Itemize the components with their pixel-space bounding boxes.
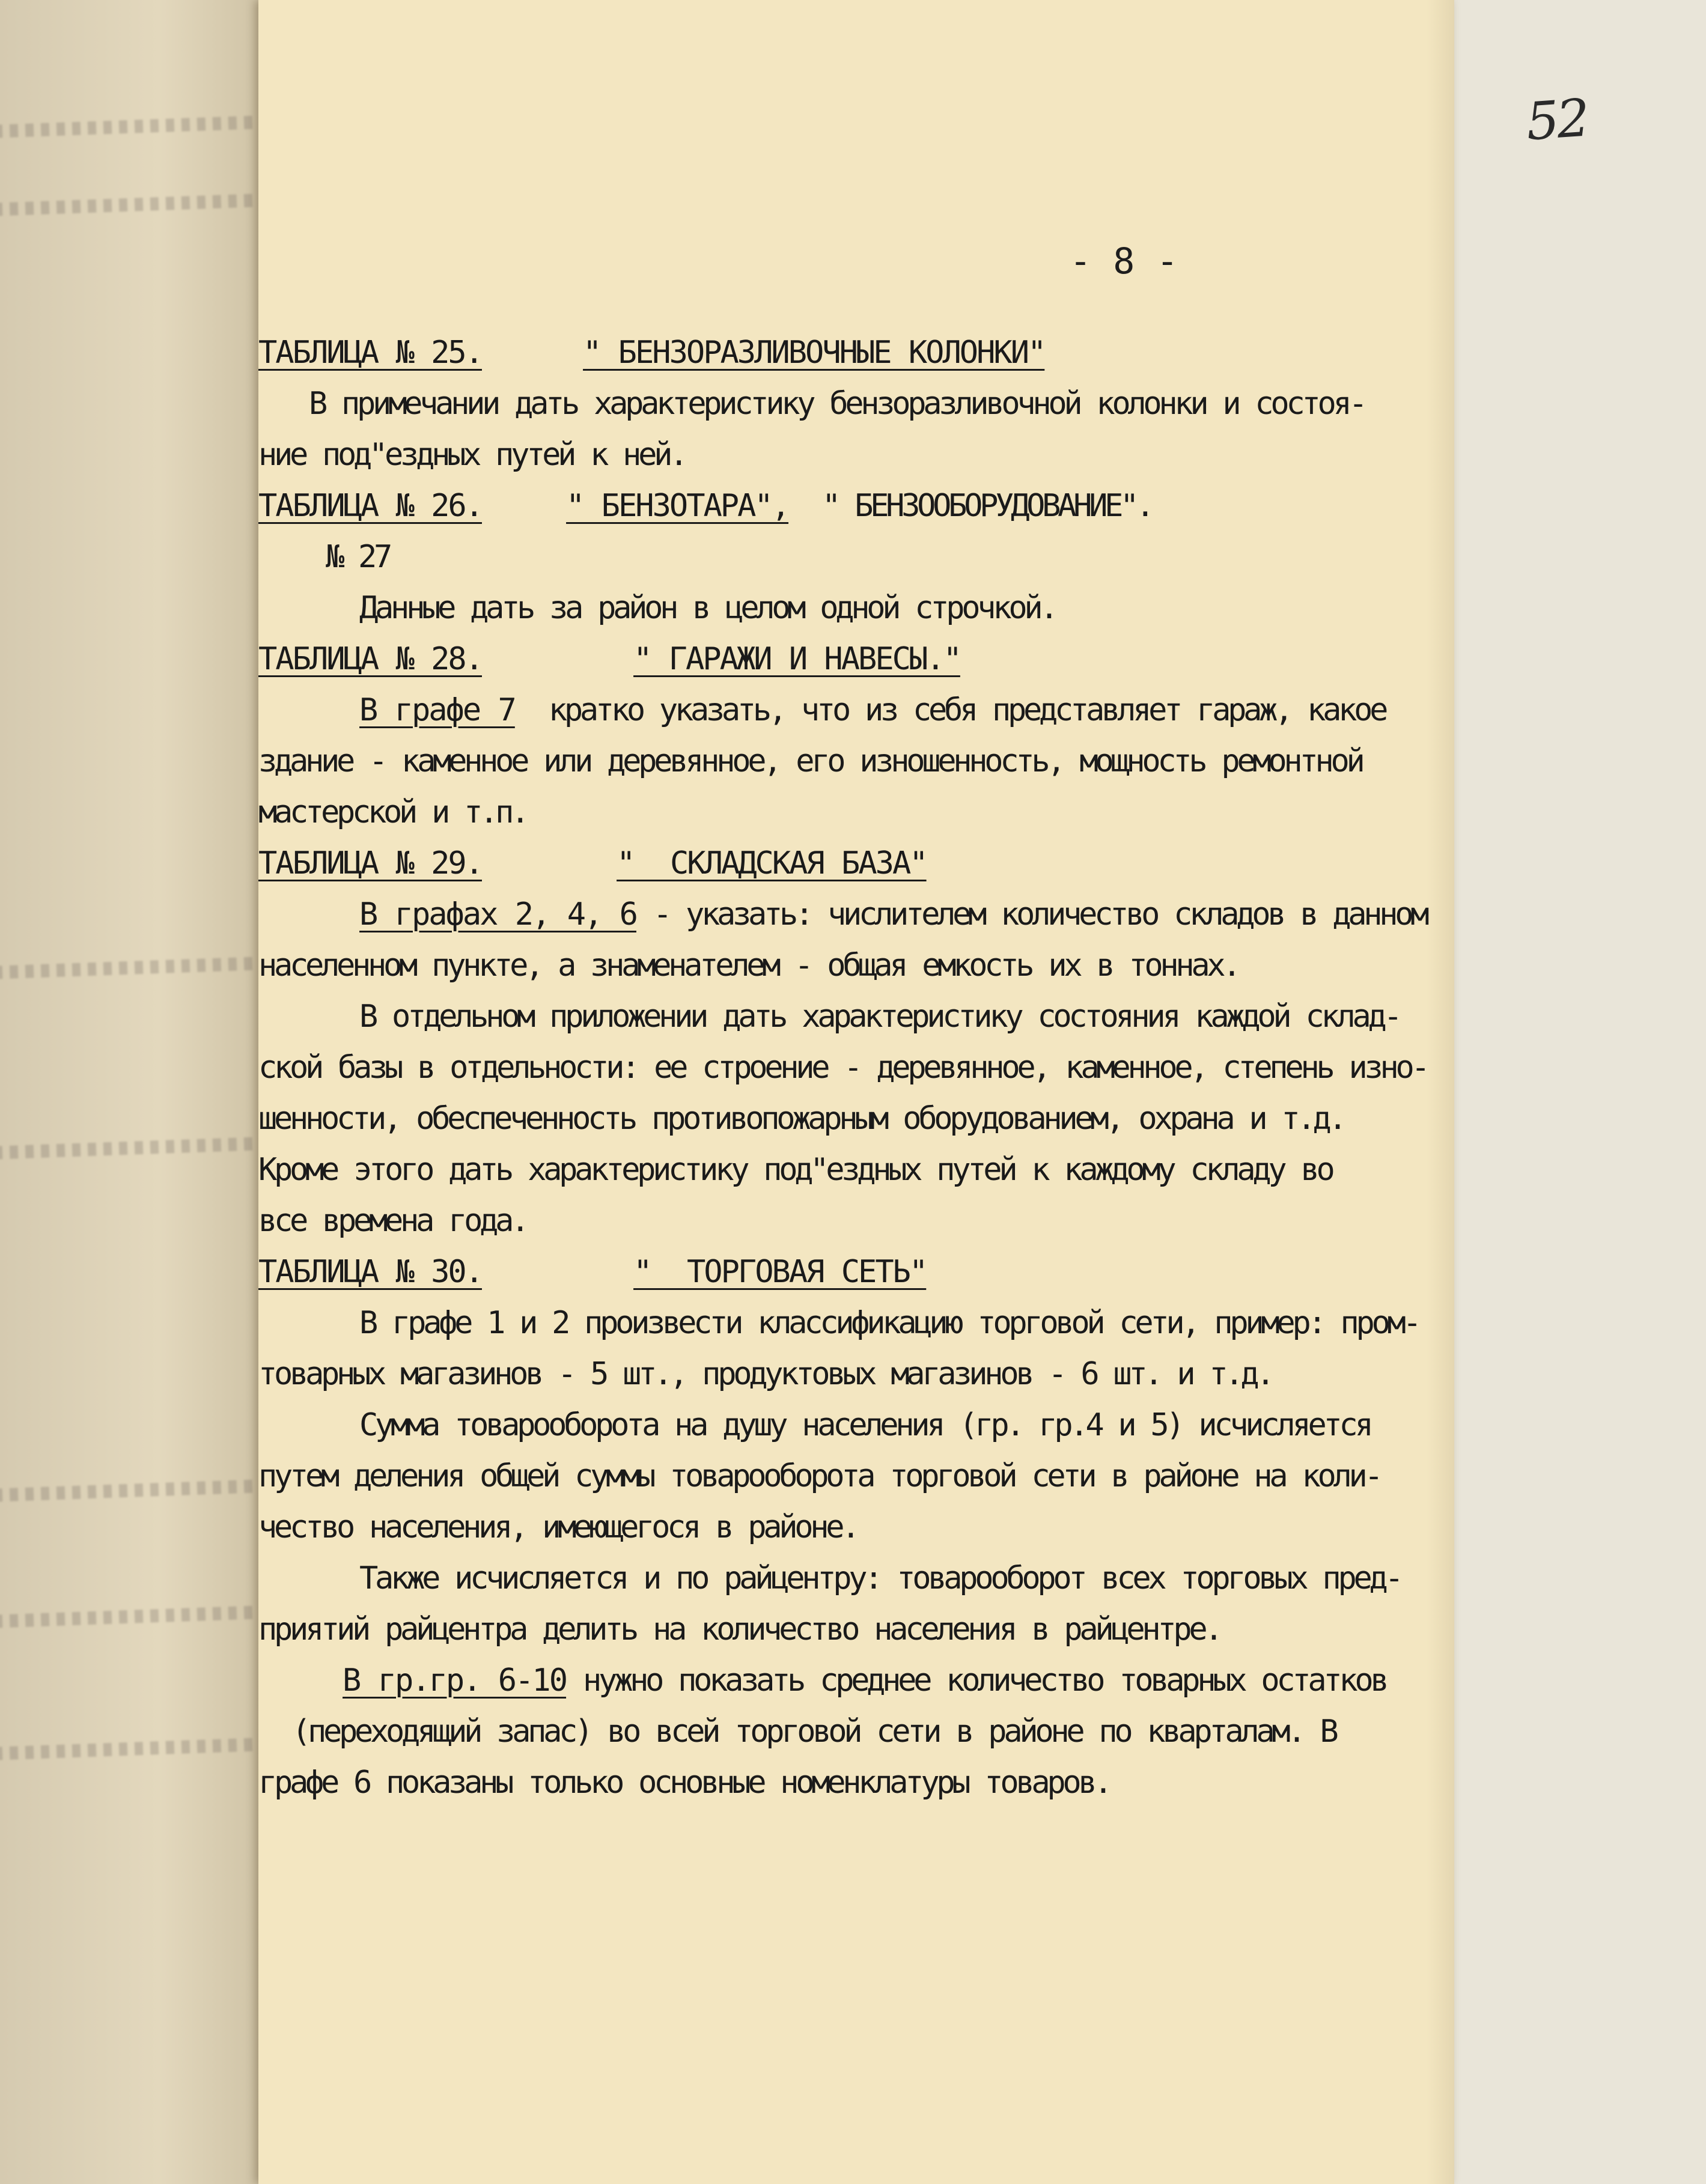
line-text: графе 6 показаны только основные номенклатуры товаров. xyxy=(258,1765,1110,1801)
text-line xyxy=(258,787,1610,838)
text-line xyxy=(258,685,1610,736)
document-sheet xyxy=(258,0,1589,2184)
underlined-heading: ТАБЛИЦА № 28. xyxy=(258,641,482,677)
line-text: (переходящий запас) во всей торговой сети в районе по кварталам. В xyxy=(292,1714,1336,1750)
line-text: нужно показать среднее количество товарных остатков xyxy=(566,1662,1386,1699)
underlined-heading: ТАБЛИЦА № 30. xyxy=(258,1254,482,1290)
bleed-through-text xyxy=(0,957,258,979)
section-title: " БЕНЗОРАЗЛИВОЧНЫЕ КОЛОНКИ" xyxy=(583,335,1045,371)
line-text: " БЕНЗООБОРУДОВАНИЕ". xyxy=(788,488,1152,524)
text-line xyxy=(258,940,1610,991)
text-line xyxy=(258,481,1610,532)
line-text: чество населения, имеющегося в районе. xyxy=(258,1509,858,1545)
text-line xyxy=(258,1757,1610,1808)
line-text: Сумма товарооборота на душу населения (гр. гр.4 и 5) исчисляется xyxy=(359,1407,1371,1443)
line-gap xyxy=(482,335,583,371)
line-indent xyxy=(258,1662,343,1699)
line-indent xyxy=(258,1714,292,1750)
line-text: мастерской и т.п. xyxy=(258,794,527,830)
text-line xyxy=(258,1553,1610,1604)
line-text: здание - каменное или деревянное, его изношенность, мощность ремонтной xyxy=(258,743,1362,779)
text-line xyxy=(258,430,1610,481)
text-line xyxy=(258,838,1610,889)
text-line xyxy=(258,634,1610,685)
underlined-heading: В гр.гр. 6-10 xyxy=(343,1662,567,1699)
bleed-through-text xyxy=(0,1738,258,1760)
line-indent xyxy=(258,896,359,932)
bleed-through-text xyxy=(0,115,258,138)
line-text: приятий райцентра делить на количество населения в райцентре. xyxy=(258,1611,1220,1647)
line-text: кратко указать, что из себя представляет гараж, какое xyxy=(514,692,1386,728)
text-line xyxy=(258,379,1610,430)
text-line xyxy=(258,1298,1610,1349)
text-line xyxy=(258,1706,1610,1757)
section-title: " ТОРГОВАЯ СЕТЬ" xyxy=(633,1254,927,1290)
line-text: № 27 xyxy=(326,539,390,575)
underlined-heading: В графах 2, 4, 6 xyxy=(359,896,636,932)
line-gap xyxy=(482,1254,633,1290)
bleed-through-text xyxy=(0,1479,258,1501)
line-text: Также исчисляется и по райцентру: товарооборот всех торговых пред- xyxy=(359,1560,1401,1596)
page-index: - 8 - xyxy=(1070,240,1178,282)
line-text: путем деления общей суммы товарооборота торговой сети в районе на коли- xyxy=(258,1458,1380,1494)
underlying-page-edge xyxy=(0,0,264,2184)
line-text: ской базы в отдельности: ее строение - деревянное, каменное, степень изно- xyxy=(258,1050,1427,1086)
line-text: - указать: числителем количество складов в данном xyxy=(636,896,1427,932)
underlined-heading: ТАБЛИЦА № 26. xyxy=(258,488,482,524)
bleed-through-text xyxy=(0,1605,258,1628)
line-text: Данные дать за район в целом одной строчкой. xyxy=(359,590,1056,626)
text-line xyxy=(258,1042,1610,1094)
text-line xyxy=(258,1145,1610,1196)
text-line xyxy=(258,532,1610,583)
text-line xyxy=(258,889,1610,940)
line-indent xyxy=(258,999,359,1035)
line-text: шенности, обеспеченность противопожарным оборудованием, охрана и т.д. xyxy=(258,1101,1344,1137)
line-text: В отдельном приложении дать характеристику состояния каждой склад- xyxy=(359,999,1400,1035)
text-line xyxy=(258,1655,1610,1706)
handwritten-page-number: 52 xyxy=(1524,88,1589,153)
underlined-heading: ТАБЛИЦА № 25. xyxy=(258,335,482,371)
text-line xyxy=(258,1604,1610,1655)
line-text: Кроме этого дать характеристику под"ездных путей к каждому складу во xyxy=(258,1152,1332,1188)
line-gap xyxy=(482,641,633,677)
line-indent xyxy=(258,1305,359,1341)
text-line xyxy=(258,327,1610,379)
line-text: В графе 1 и 2 произвести классификацию торговой сети, пример: пром- xyxy=(359,1305,1419,1341)
line-text: все времена года. xyxy=(258,1203,527,1239)
text-line xyxy=(258,1451,1610,1502)
line-gap xyxy=(482,845,617,881)
text-line xyxy=(258,736,1610,787)
text-line xyxy=(258,1247,1610,1298)
underlined-heading: В графе 7 xyxy=(359,692,515,728)
line-gap xyxy=(482,488,566,524)
text-line xyxy=(258,1400,1610,1451)
line-indent xyxy=(258,539,326,575)
line-text: ние под"ездных путей к ней. xyxy=(258,437,686,473)
text-line xyxy=(258,1502,1610,1553)
line-text: В примечании дать характеристику бензоразливочной колонки и состоя- xyxy=(309,386,1365,422)
underlined-heading: ТАБЛИЦА № 29. xyxy=(258,845,482,881)
typewritten-body xyxy=(258,327,1610,1808)
section-title: " ГАРАЖИ И НАВЕСЫ." xyxy=(633,641,960,677)
text-line xyxy=(258,583,1610,634)
text-line xyxy=(258,1349,1610,1400)
bleed-through-text xyxy=(0,1137,258,1159)
text-line xyxy=(258,1094,1610,1145)
line-indent xyxy=(258,1407,359,1443)
line-text: товарных магазинов - 5 шт., продуктовых магазинов - 6 шт. и т.д. xyxy=(258,1356,1272,1392)
line-text: населенном пункте, а знаменателем - общая емкость их в тоннах. xyxy=(258,948,1238,984)
line-indent xyxy=(258,590,359,626)
bleed-through-text xyxy=(0,193,258,216)
section-title: " СКЛАДСКАЯ БАЗА" xyxy=(617,845,927,881)
section-title: " БЕНЗОТАРА", xyxy=(566,488,789,524)
line-indent xyxy=(258,692,359,728)
text-line xyxy=(258,991,1610,1042)
line-indent xyxy=(258,1560,359,1596)
line-indent xyxy=(258,386,309,422)
text-line xyxy=(258,1196,1610,1247)
